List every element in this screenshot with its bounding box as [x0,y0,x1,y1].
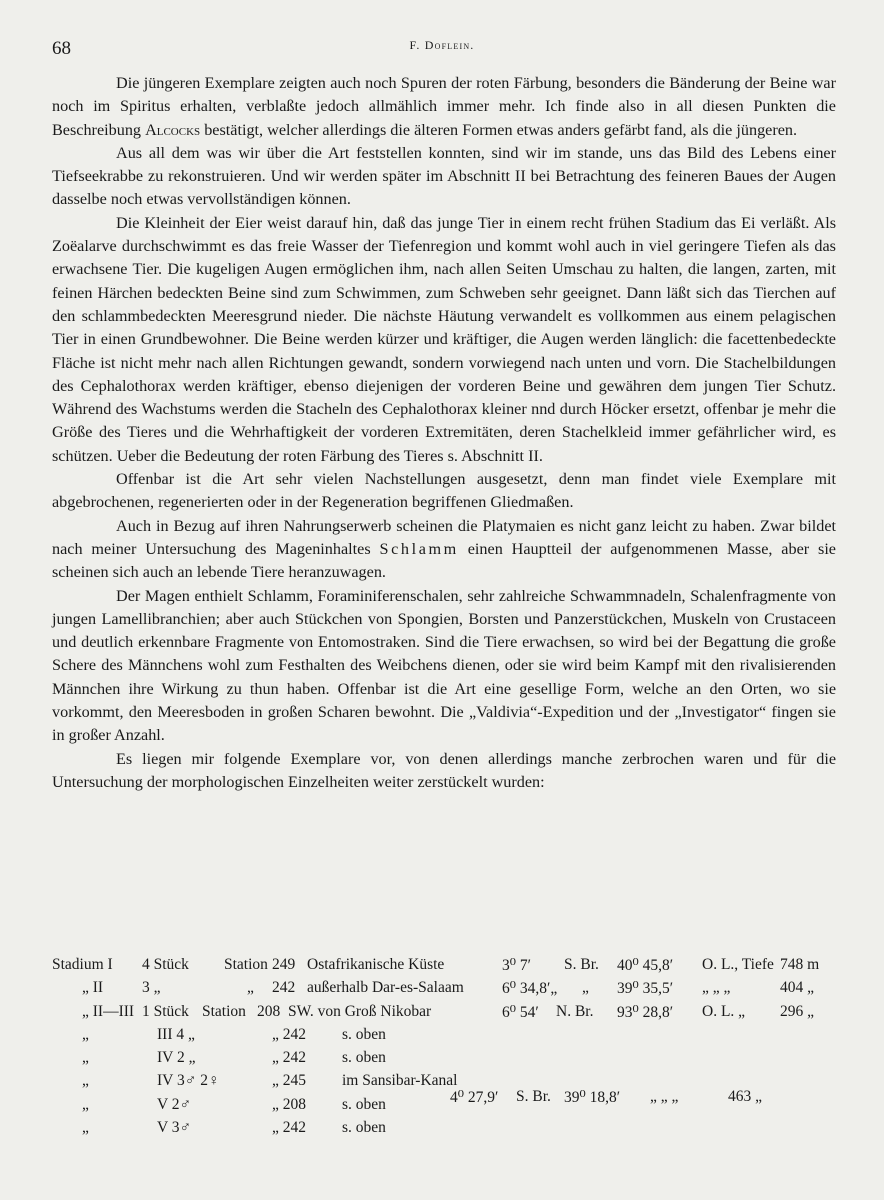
paragraph-4: Offenbar ist die Art sehr vielen Nachstellungen ausgesetzt, denn man findet viele Exemplare mit abgebrochenen, regenerierten oder in der Regeneration begriffenen Gliedmaßen. [52,470,836,512]
table-row: „ II—III 1 Stück Station 208 SW. von Groß Nikobar 6⁰ 54′ N. Br. 93⁰ 28,8′ O. L. „ 296 „ [82,1002,815,1021]
table-row: „ IV 2 „ „ 242 s. oben [82,1049,386,1067]
table-row: „ V 2♂ „ 208 s. oben [82,1095,386,1113]
paragraph-1: Die jüngeren Exemplare zeigten auch noch Spuren der roten Färbung, besonders die Bänderung der Beine war noch im Spiritus erhalten, verblaßte jedoch allmählich immer mehr. Ich finde also in all diesen Punkten die Beschreibung Alcocks bestätigt, welcher allerdings die älteren Formen etwas anders gefärbt fand, als die jüngeren. [52,74,836,139]
page-number: 68 [52,38,71,59]
table-row: „ IV 3♂ 2♀ „ 245 im Sansibar-Kanal [82,1072,458,1090]
body-text [52,72,836,794]
paragraph-6: Der Magen enthielt Schlamm, Foraminiferenschalen, sehr zahlreiche Schwammnadeln, Schalenfragmente von jungen Lamellibranchien; aber auch Stückchen von Spongien, Borsten und Panzerstückchen, Muskeln von Crustaceen und deutlich erkennbare Fragmente von Entomostraken. Sind die Tiere erwachsen, so wird bei der Begattung die große Schere des Männchens wohl zum Festhalten des Weibchens dienen, oder sie wird beim Kampf mit den rivalisierenden Männchen ihre Wirkung zu thun haben. Offenbar ist die Art eine gesellige Form, welche an den Orten, wo sie vorkommt, den Meeresboden in großen Scharen bewohnt. Die „Valdivia“-Expedition und der „Investigator“ fingen sie in großer Anzahl. [52,586,836,745]
specimen-table [52,956,852,1142]
page-header [0,34,884,58]
table-row: „ III 4 „ „ 242 s. oben [82,1025,386,1043]
emphasis-schlamm: Schlamm [379,539,459,558]
paragraph-7: Es liegen mir folgende Exemplare vor, von denen allerdings manche zerbrochen waren und für die Untersuchung der morphologischen Einzelheiten weiter zerstückelt wurden: [52,749,836,791]
document-page: 68 F. Doflein. Die jüngeren Exemplare zeigten auch noch Spuren der roten Färbung, besonders die Bänderung der Beine war noch im Spiritus erhalten, verblaßte jedoch allmählich immer mehr. Ich finde also in all diesen Punkten die Beschreibung Alcocks bestätigt, welcher allerdings die älteren Formen etwas anders gefärbt fand, als die jüngeren. Aus all dem was wir über die Art feststellen konnten, sind wir im stande, uns das Bild des Lebens einer Tiefseekrabbe zu rekonstruieren. Und wir werden später im Abschnitt II bei Betrachtung des feineren Baues der Augen dasselbe noch etwas vervollständigen können. Die Kleinheit der Eier weist darauf hin, daß das junge Tier in einem recht frühen Stadium das Ei verläßt. Als Zoëalarve durchschwimmt es das freie Wasser der Tiefenregion und kommt wohl auch in viel geringere Tiefen als das erwachsene Tier. Die kugeligen Augen ermöglichen ihm, nach allen Seiten Umschau zu halten, die langen, zarten, mit feinen Härchen bedeckten Beine sind zum Schwimmen, zum Schweben sehr geeignet. Dann läßt sich das Tierchen auf den schlammbedeckten Meeresgrund nieder. Die nächste Häutung verwandelt es vollkommen aus einem pelagischen Tier in einen Grundbewohner. Die Beine werden kürzer und kräftiger, die Augen werden länglich: die facettenbedeckte Fläche ist nicht mehr nach allen Richtungen gewandt, sondern vorwiegend nach unten und vorn. Die Stachelbildungen des Cephalothorax werden kräftiger, ebenso diejenigen der vorderen Beine und gewähren dem jungen Tier Schutz. Während des Wachstums werden die Stacheln des Cephalothorax kleiner nnd durch Höcker ersetzt, offenbar je mehr die Größe des Tieres und die Wehrhaftigkeit der vorderen Extremitäten, deren Stachelkleid immer gefährlicher wird, es schützen. Ueber die Bedeutung der roten Färbung des Tieres s. Abschnitt II. Offenbar ist die Art sehr vielen Nachstellungen ausgesetzt, denn man findet viele Exemplare mit abgebrochenen, regenerierten oder in der Regeneration begriffenen Gliedmaßen. Auch in Bezug auf ihren Nahrungserwerb scheinen die Platymaien es nicht ganz leicht zu haben. Zwar bildet nach meiner Untersuchung des Mageninhaltes Schlamm einen Hauptteil der aufgenommenen Masse, aber sie scheinen sich auch an lebende Tiere heranzuwagen. Der Magen enthielt Schlamm, Foraminiferenschalen, sehr zahlreiche Schwammnadeln, Schalenfragmente von jungen Lamellibranchien; aber auch Stückchen von Spongien, Borsten und Panzerstückchen, Muskeln von Crustaceen und deutlich erkennbare Fragmente von Entomostraken. Sind die Tiere erwachsen, so wird bei der Begattung die große Schere des Männchens wohl zum Festhalten des Weibchens dienen, oder sie wird beim Kampf mit den rivalisierenden Männchen ihre Wirkung zu thun haben. Offenbar ist die Art eine gesellige Form, welche an den Orten, wo sie vorkommt, den Meeresboden in großen Scharen bewohnt. Die „Valdivia“-Expedition und der „Investigator“ fingen sie in großer Anzahl. Es liegen mir folgende Exemplare vor, von denen allerdings manche zerbrochen waren und für die Untersuchung der morphologischen Einzelheiten weiter zerstückelt wurden: Stadium I 4 Stück Station 249 Ostafrikanische Küste 3⁰ 7′ S. Br. 40⁰ 45,8′ O. L., Tiefe 748 m „ II 3 „ „ 242 außerhalb Dar-es-Salaam 6⁰ 34,8′„ „ 39⁰ 35,5′ „ „ „ 404 „ „ II—III 1 Stück Station 208 SW. von Groß Nikobar 6⁰ 54′ N. Br. 93⁰ 28,8′ O. L. „ 296 „ „ III 4 „ „ 242 s. oben „ IV 2 „ „ 242 s. oben „ IV 3♂ 2♀ „ 245 im Sansibar-Kanal „ V 2♂ „ 208 s. oben „ V 3♂ „ 242 s. oben 4⁰ 27,9′ S. Br. 39⁰ 18,8′ „ „ „ 463 „ [0,0,884,1200]
author-name-alcock: Alcocks [145,120,201,139]
table-row: „ II 3 „ „ 242 außerhalb Dar-es-Salaam 6⁰ 34,8′„ „ 39⁰ 35,5′ „ „ „ 404 „ [82,979,815,998]
table-row: „ V 3♂ „ 242 s. oben [82,1119,386,1137]
paragraph-2: Aus all dem was wir über die Art feststellen konnten, sind wir im stande, uns das Bild des Lebens einer Tiefseekrabbe zu rekonstruieren. Und wir werden später im Abschnitt II bei Betrachtung des feineren Baues der Augen dasselbe noch etwas vervollständigen können. [52,143,836,209]
running-title: F. Doflein. [409,38,475,52]
paragraph-5: Auch in Bezug auf ihren Nahrungserwerb scheinen die Platymaien es nicht ganz leicht zu haben. Zwar bildet nach meiner Untersuchung des Mageninhaltes Schlamm einen Hauptteil der aufgenommenen Masse, aber sie scheinen sich auch an lebende Tiere heranzuwagen. [52,516,836,582]
table-row: Stadium I 4 Stück Station 249 Ostafrikanische Küste 3⁰ 7′ S. Br. 40⁰ 45,8′ O. L., Tiefe 748 m [52,956,820,974]
paragraph-3: Die Kleinheit der Eier weist darauf hin, daß das junge Tier in einem recht frühen Stadium das Ei verläßt. Als Zoëalarve durchschwimmt es das freie Wasser der Tiefenregion und kommt wohl auch in viel geringere Tiefen als das erwachsene Tier. Die kugeligen Augen ermöglichen ihm, nach allen Seiten Umschau zu halten, die langen, zarten, mit feinen Härchen bedeckten Beine sind zum Schwimmen, zum Schweben sehr geeignet. Dann läßt sich das Tierchen auf den schlammbedeckten Meeresgrund nieder. Die nächste Häutung verwandelt es vollkommen aus einem pelagischen Tier in einen Grundbewohner. Die Beine werden kürzer und kräftiger, die Augen werden länglich: die facettenbedeckte Fläche ist nicht mehr nach allen Richtungen gewandt, sondern vorwiegend nach unten und vorn. Die Stachelbildungen des Cephalothorax werden kräftiger, ebenso diejenigen der vorderen Beine und gewähren dem jungen Tier Schutz. Während des Wachstums werden die Stacheln des Cephalothorax kleiner nnd durch Höcker ersetzt, offenbar je mehr die Größe des Tieres und die Wehrhaftigkeit der vorderen Extremitäten, deren Stachelkleid immer gefährlicher wird, es schützen. Ueber die Bedeutung der roten Färbung des Tieres s. Abschnitt II. [52,213,836,465]
